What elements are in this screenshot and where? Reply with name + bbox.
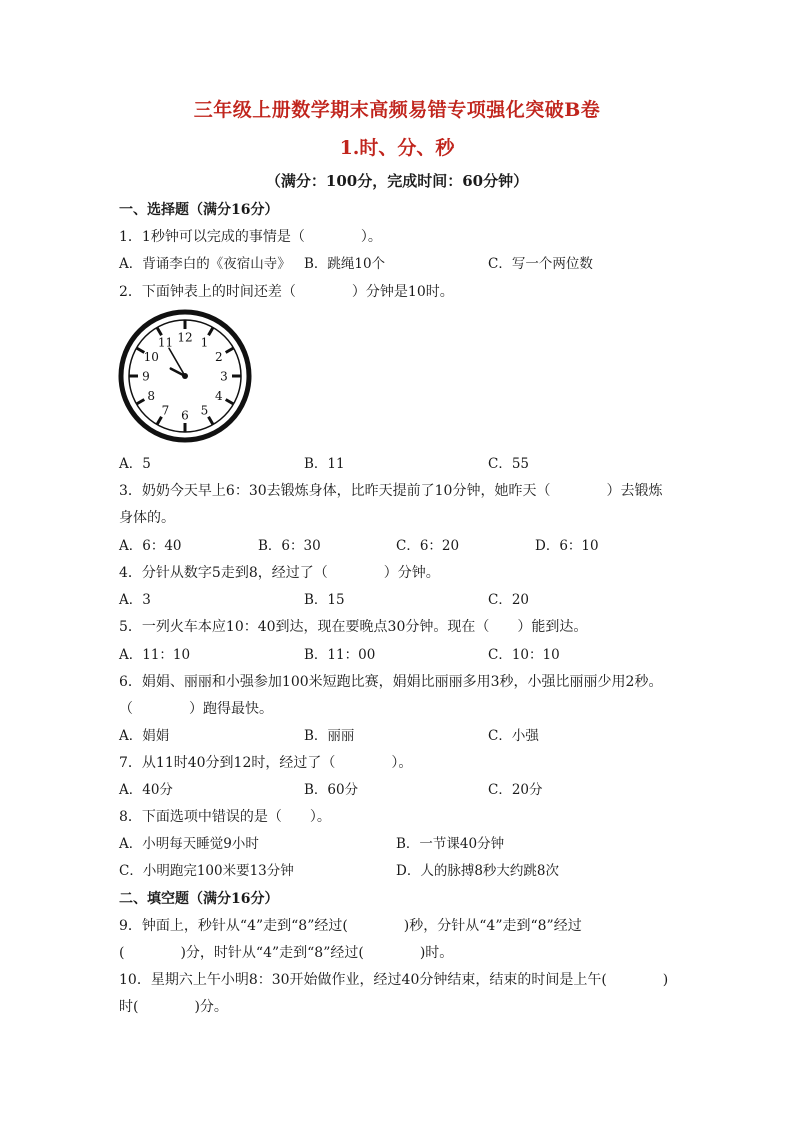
question-9-line-2: ( )分，时针从“4”走到“8”经过( )时。 xyxy=(119,945,454,961)
question-7-option-a: A．40分 xyxy=(119,782,173,798)
question-9-line-1: 9．钟面上，秒针从“4”走到“8”经过( )秒，分针从“4”走到“8”经过 xyxy=(119,918,582,934)
question-6-stem-line-2: （ ）跑得最快。 xyxy=(119,701,273,717)
question-7-stem: 7．从11时40分到12时，经过了（ ）。 xyxy=(119,755,413,771)
question-3-option-a: A．6：40 xyxy=(119,538,182,554)
clock-number: 4 xyxy=(214,389,223,403)
unit-title: 1.时、分、秒 xyxy=(339,137,455,159)
question-6-option-a: A．娟娟 xyxy=(119,728,170,744)
clock-number: 1 xyxy=(200,335,209,350)
question-5-option-a: A．11：10 xyxy=(119,647,191,663)
clock-number: 7 xyxy=(161,403,170,418)
clock-number: 5 xyxy=(200,403,209,418)
question-8-option-d: D．人的脉搏8秒大约跳8次 xyxy=(396,863,560,879)
clock-face-image xyxy=(118,309,252,443)
question-7-option-b: B．60分 xyxy=(304,782,359,798)
question-5-option-b: B．11：00 xyxy=(304,647,376,663)
question-1-option-b: B．跳绳10个 xyxy=(304,256,386,272)
question-3-stem-line-2: 身体的。 xyxy=(119,510,175,526)
question-2-option-c: C．55 xyxy=(488,456,530,472)
clock-center-pin xyxy=(182,373,188,379)
question-7-option-c: C．20分 xyxy=(488,782,543,798)
question-10-line-1: 10．星期六上午小明8：30开始做作业，经过40分钟结束，结束的时间是上午( ) xyxy=(119,972,669,988)
clock-number: 3 xyxy=(220,369,228,384)
question-10-line-2: 时( )分。 xyxy=(119,999,228,1015)
clock-number: 12 xyxy=(177,330,193,345)
question-1-option-c: C．写一个两位数 xyxy=(488,256,593,272)
question-8-option-b: B．一节课40分钟 xyxy=(396,836,505,852)
question-1-stem: 1．1秒钟可以完成的事情是（ ）。 xyxy=(119,229,382,245)
question-5-stem: 5．一列火车本应10：40到达，现在要晚点30分钟。现在（ ）能到达。 xyxy=(119,619,588,635)
clock-number: 10 xyxy=(143,350,159,364)
question-3-option-c: C．6：20 xyxy=(396,538,460,554)
question-3-stem-line-1: 3．奶奶今天早上6：30去锻炼身体，比昨天提前了10分钟，她昨天（ ）去锻炼 xyxy=(119,483,663,499)
clock-number: 9 xyxy=(142,369,150,384)
question-8-option-a: A．小明每天睡觉9小时 xyxy=(119,836,259,852)
score-time-note: （满分：100分，完成时间：60分钟） xyxy=(265,172,529,190)
question-6-option-b: B．丽丽 xyxy=(304,728,355,744)
question-8-stem: 8．下面选项中错误的是（ ）。 xyxy=(119,809,331,825)
question-4-option-b: B．15 xyxy=(304,592,345,608)
question-3-option-d: D．6：10 xyxy=(535,538,599,554)
clock-number: 6 xyxy=(181,408,189,423)
question-6-option-c: C．小强 xyxy=(488,728,539,744)
question-2-stem: 2．下面钟表上的时间还差（ ）分钟是10时。 xyxy=(119,284,454,300)
question-4-option-c: C．20 xyxy=(488,592,530,608)
question-8-option-c: C．小明跑完100米要13分钟 xyxy=(119,863,294,879)
section-fill-heading: 二、填空题（满分16分） xyxy=(119,891,279,907)
question-5-option-c: C．10：10 xyxy=(488,647,560,663)
clock-number: 8 xyxy=(147,389,156,403)
clock-number: 2 xyxy=(214,350,223,364)
question-1-option-a: A．背诵李白的《夜宿山寺》 xyxy=(119,256,291,272)
question-4-option-a: A．3 xyxy=(119,592,151,608)
question-4-stem: 4．分针从数字5走到8，经过了（ ）分钟。 xyxy=(119,565,440,581)
clock-number: 11 xyxy=(157,335,174,350)
exam-title: 三年级上册数学期末高频易错专项强化突破B卷 xyxy=(193,99,601,121)
question-6-stem-line-1: 6．娟娟、丽丽和小强参加100米短跑比赛，娟娟比丽丽多用3秒，小强比丽丽少用2秒。 xyxy=(119,674,663,690)
section-choice-heading: 一、选择题（满分16分） xyxy=(119,202,279,218)
question-2-option-b: B．11 xyxy=(304,456,345,472)
question-2-option-a: A．5 xyxy=(119,456,151,472)
question-3-option-b: B．6：30 xyxy=(258,538,321,554)
